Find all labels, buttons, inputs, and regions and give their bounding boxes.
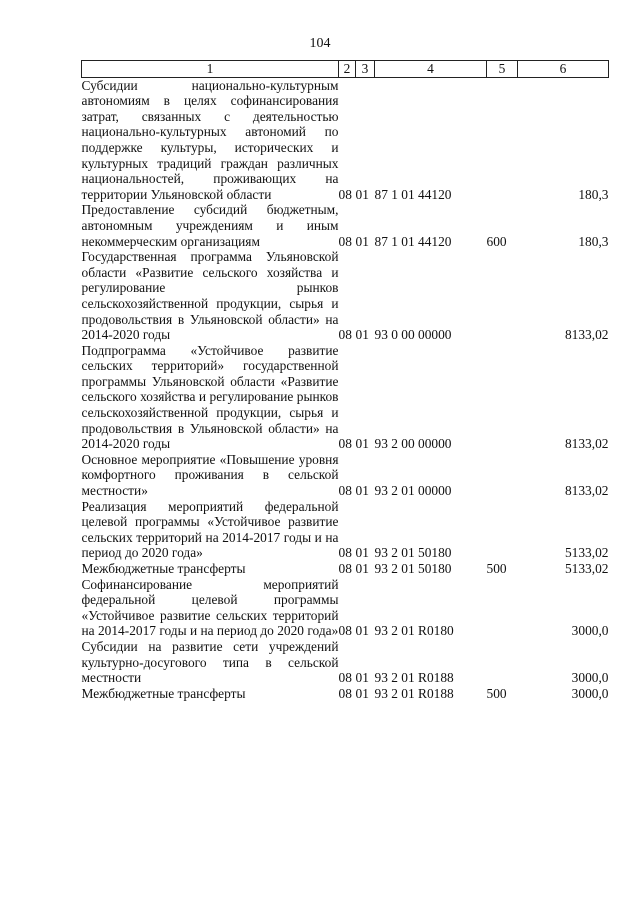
- table-row: [82, 686, 609, 702]
- row-amount: 8133,02: [564, 327, 609, 343]
- row-subsection: 01: [355, 670, 369, 686]
- row-section: 08: [338, 483, 352, 499]
- row-expense-type: [487, 343, 518, 452]
- row-amount: 8133,02: [564, 483, 609, 499]
- table-row: [82, 343, 609, 452]
- row-amount: 3000,0: [571, 670, 609, 686]
- table-header: [82, 61, 609, 78]
- row-expense-type: 600: [486, 233, 507, 249]
- row-subsection: 01: [355, 545, 369, 561]
- header-col-3: 3: [356, 61, 375, 78]
- row-section: 08: [338, 436, 352, 452]
- page-number: 104: [309, 36, 331, 51]
- table-row: [82, 499, 609, 561]
- row-expense-type: 500: [486, 685, 507, 701]
- row-target-article: 93 2 00 00000: [374, 436, 452, 452]
- row-name: Софинансирование мероприятий федеральной целевой программы «Устойчивое развитие сельских территорий на 2014-2017 годы и на период до 2020 года»: [81, 576, 339, 639]
- row-section: 08: [338, 623, 352, 639]
- row-amount: 180,3: [578, 233, 609, 249]
- row-subsection: 01: [355, 327, 369, 343]
- row-name: Государственная программа Ульяновской области «Развитие сельского хозяйства и регулирование рынков сельскохозяйственной продукции, сырья и продовольствия в Ульяновской области» на 2014-2020 годы: [81, 249, 339, 343]
- header-row: [82, 61, 609, 78]
- row-name: Субсидии на развитие сети учреждений культурно-досугового типа в сельской местности: [81, 638, 339, 686]
- header-col-2: 2: [339, 61, 356, 78]
- row-section: 08: [338, 561, 352, 576]
- row-section: 08: [338, 233, 352, 249]
- header-col-1: 1: [82, 61, 339, 78]
- row-section: 08: [338, 685, 352, 701]
- table-row: [82, 452, 609, 499]
- header-col-5: 5: [487, 61, 518, 78]
- row-name: Подпрограмма «Устойчивое развитие сельских территорий» государственной программы Ульяновской области «Развитие сельского хозяйства и регулирование рынков сельскохозяйственной продукции, сырья и продовольствия в Ульяновской области» на 2014-2020 годы: [81, 342, 339, 452]
- header-col-6: 6: [518, 61, 609, 78]
- row-subsection: 01: [355, 623, 369, 639]
- row-name: Межбюджетные трансферты: [81, 685, 246, 701]
- table-row: [82, 202, 609, 249]
- row-target-article: 87 1 01 44120: [374, 186, 452, 202]
- row-amount: 5133,02: [564, 545, 609, 561]
- row-target-article: 93 2 01 00000: [374, 483, 452, 499]
- table-body: [82, 77, 609, 701]
- row-target-article: 93 0 00 00000: [374, 327, 452, 343]
- row-subsection: 01: [355, 436, 369, 452]
- table-row: [82, 249, 609, 343]
- row-amount: 5133,02: [564, 561, 609, 576]
- row-subsection: 01: [355, 186, 369, 202]
- table-row: [82, 639, 609, 686]
- row-name: Реализация мероприятий федеральной целевой программы «Устойчивое развитие сельских территорий на 2014-2017 годы и на период до 2020 года»: [81, 498, 339, 561]
- row-expense-type: [487, 77, 518, 202]
- table-row: [82, 77, 609, 202]
- row-section: 08: [338, 186, 352, 202]
- row-subsection: 01: [355, 561, 369, 576]
- row-section: 08: [338, 327, 352, 343]
- row-subsection: 01: [355, 685, 369, 701]
- row-name: Межбюджетные трансферты: [81, 561, 246, 576]
- row-amount: 3000,0: [571, 685, 609, 701]
- row-expense-type: 500: [486, 561, 507, 576]
- budget-table: [81, 60, 609, 701]
- row-target-article: 93 2 01 50180: [374, 545, 452, 561]
- row-expense-type: [487, 577, 518, 639]
- row-name: Основное мероприятие «Повышение уровня комфортного проживания в сельской местности»: [81, 451, 339, 499]
- header-col-4: 4: [375, 61, 487, 78]
- row-section: 08: [338, 670, 352, 686]
- row-target-article: 93 2 01 R0188: [374, 670, 454, 686]
- row-section: 08: [338, 545, 352, 561]
- row-expense-type: [487, 499, 518, 561]
- row-subsection: 01: [355, 483, 369, 499]
- table-row: [82, 577, 609, 639]
- row-name: Предоставление субсидий бюджетным, автономным учреждениям и иным некоммерческим организациям: [81, 202, 339, 249]
- table-row: [82, 561, 609, 577]
- row-target-article: 93 2 01 R0188: [374, 685, 454, 701]
- row-target-article: 93 2 01 50180: [374, 561, 452, 576]
- row-amount: 3000,0: [571, 623, 609, 639]
- row-name: Субсидии национально-культурным автономиям в целях софинансирования затрат, связанных с деятельностью национально-культурных автономий по поддержке культуры, исторических и культурных традиций граждан различных национальностей, проживающих на территории Ульяновской области: [81, 77, 339, 202]
- row-subsection: 01: [355, 233, 369, 249]
- row-target-article: 87 1 01 44120: [374, 233, 452, 249]
- row-amount: 180,3: [578, 186, 609, 202]
- row-expense-type: [487, 452, 518, 499]
- row-expense-type: [487, 639, 518, 686]
- row-expense-type: [487, 249, 518, 343]
- row-amount: 8133,02: [564, 436, 609, 452]
- row-target-article: 93 2 01 R0180: [374, 623, 454, 639]
